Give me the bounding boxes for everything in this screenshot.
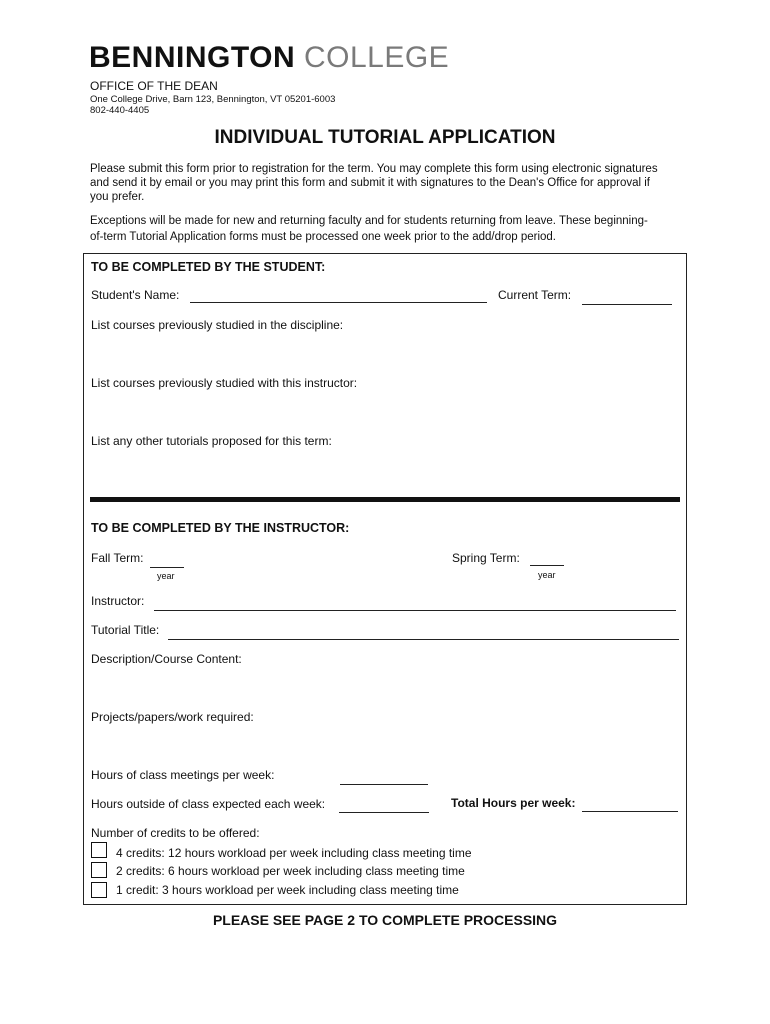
instructor-section-heading: TO BE COMPLETED BY THE INSTRUCTOR: bbox=[91, 521, 350, 535]
other-tutorials-label: List any other tutorials proposed for this term: bbox=[91, 434, 332, 448]
intro-paragraph-1 bbox=[90, 162, 680, 204]
page-title: INDIVIDUAL TUTORIAL APPLICATION bbox=[214, 127, 556, 148]
address: One College Drive, Barn 123, Bennington, VT 05201-6003 bbox=[90, 94, 336, 105]
spring-term-field[interactable] bbox=[530, 565, 564, 566]
spring-term-label: Spring Term: bbox=[452, 551, 520, 565]
logo-bold-text: BENNINGTON bbox=[89, 41, 296, 74]
courses-discipline-field[interactable] bbox=[91, 336, 679, 372]
credits-label: Number of credits to be offered: bbox=[91, 826, 260, 840]
courses-instructor-label: List courses previously studied with this instructor: bbox=[91, 376, 358, 390]
credit-4-label: 4 credits: 12 hours workload per week including class meeting time bbox=[116, 846, 472, 860]
courses-discipline-label: List courses previously studied in the discipline: bbox=[91, 318, 344, 332]
credit-1-label: 1 credit: 3 hours workload per week including class meeting time bbox=[116, 883, 459, 897]
tutorial-title-label: Tutorial Title: bbox=[91, 623, 160, 637]
hours-outside-label: Hours outside of class expected each week: bbox=[91, 797, 326, 811]
phone: 802-440-4405 bbox=[90, 105, 150, 116]
fall-term-field[interactable] bbox=[150, 567, 184, 568]
office-title: OFFICE OF THE DEAN bbox=[90, 79, 218, 93]
fall-year-hint: year bbox=[157, 571, 175, 581]
total-hours-field[interactable] bbox=[582, 811, 678, 812]
intro-line: you prefer. bbox=[90, 191, 145, 203]
fall-term-label: Fall Term: bbox=[91, 551, 144, 565]
intro-line: Exceptions will be made for new and returning faculty and for students returning from leave. These beginning- bbox=[90, 215, 648, 227]
logo-light-text: COLLEGE bbox=[303, 41, 450, 74]
intro-line: and send it by email or you may print this form and submit it with signatures to the Dean's Office for approval if bbox=[90, 177, 650, 189]
instructor-field[interactable] bbox=[154, 610, 676, 611]
total-hours-label: Total Hours per week: bbox=[451, 796, 576, 810]
projects-field[interactable] bbox=[91, 728, 679, 764]
current-term-label: Current Term: bbox=[498, 288, 572, 302]
description-label: Description/Course Content: bbox=[91, 652, 242, 666]
hours-class-field[interactable] bbox=[340, 784, 428, 785]
other-tutorials-field[interactable] bbox=[91, 452, 679, 492]
intro-line: Please submit this form prior to registration for the term. You may complete this form using electronic signatures bbox=[90, 163, 658, 175]
spring-year-hint: year bbox=[538, 570, 556, 580]
hours-class-label: Hours of class meetings per week: bbox=[91, 768, 275, 782]
credit-4-checkbox[interactable] bbox=[91, 842, 107, 858]
college-logo bbox=[89, 41, 449, 75]
current-term-field[interactable] bbox=[582, 304, 672, 305]
description-field[interactable] bbox=[91, 670, 679, 706]
student-name-field[interactable] bbox=[190, 302, 487, 303]
courses-instructor-field[interactable] bbox=[91, 394, 679, 430]
section-divider bbox=[90, 497, 680, 502]
instructor-label: Instructor: bbox=[91, 594, 145, 608]
intro-paragraph-2 bbox=[90, 213, 680, 245]
credit-1-checkbox[interactable] bbox=[91, 882, 107, 898]
hours-outside-field[interactable] bbox=[339, 812, 429, 813]
student-section-heading: TO BE COMPLETED BY THE STUDENT: bbox=[91, 260, 326, 274]
intro-line: of-term Tutorial Application forms must be processed one week prior to the add/drop period. bbox=[90, 231, 556, 243]
student-name-label: Student's Name: bbox=[91, 288, 180, 302]
footer-note: PLEASE SEE PAGE 2 TO COMPLETE PROCESSING bbox=[212, 912, 558, 928]
credit-2-label: 2 credits: 6 hours workload per week including class meeting time bbox=[116, 864, 465, 878]
projects-label: Projects/papers/work required: bbox=[91, 710, 254, 724]
tutorial-title-field[interactable] bbox=[168, 639, 679, 640]
credit-2-checkbox[interactable] bbox=[91, 862, 107, 878]
